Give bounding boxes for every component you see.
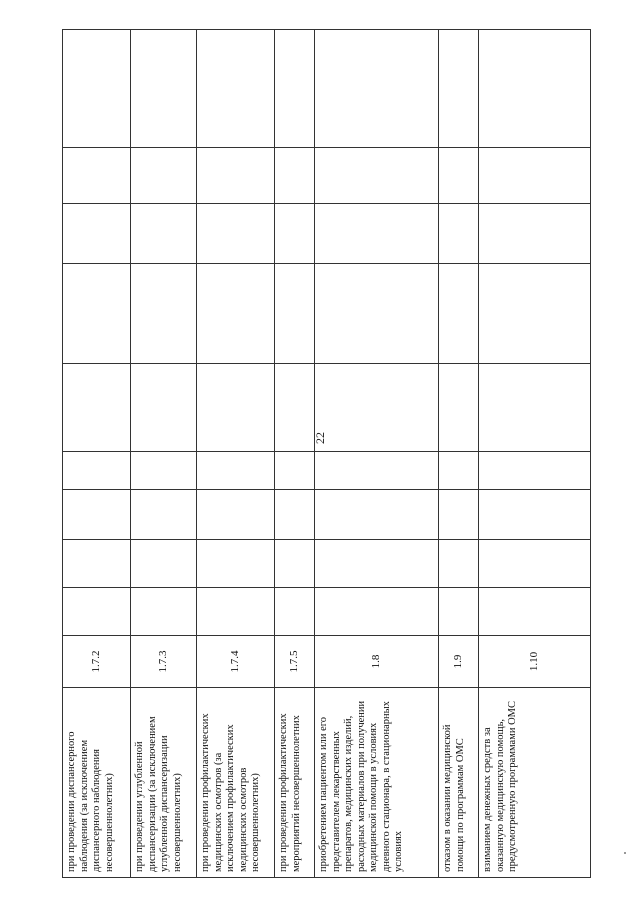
empty-cell xyxy=(63,490,131,540)
table-row xyxy=(63,30,131,878)
empty-cell xyxy=(439,540,479,588)
empty-cell xyxy=(439,148,479,204)
empty-cell xyxy=(275,204,315,264)
empty-cell xyxy=(63,540,131,588)
row-code: 1.7.4 xyxy=(197,636,275,688)
empty-cell xyxy=(479,452,591,490)
empty-cell xyxy=(131,264,197,364)
empty-cell xyxy=(131,588,197,636)
empty-cell xyxy=(275,490,315,540)
empty-cell xyxy=(315,30,439,148)
row-label: при проведении профилактических медицинских осмотров (за исключением профилактических медицинских осмотров несовершеннолетних) xyxy=(197,688,275,878)
empty-cell xyxy=(275,148,315,204)
empty-cell xyxy=(197,148,275,204)
row-label: при проведении углубленной диспансеризации (за исключением углубленной диспансеризации несовершеннолетних) xyxy=(131,688,197,878)
empty-cell xyxy=(275,452,315,490)
row-code: 1.7.2 xyxy=(63,636,131,688)
empty-cell xyxy=(315,148,439,204)
empty-cell xyxy=(479,490,591,540)
empty-cell xyxy=(275,588,315,636)
table-row xyxy=(479,30,591,878)
empty-cell xyxy=(315,204,439,264)
empty-cell xyxy=(63,204,131,264)
empty-cell xyxy=(131,490,197,540)
empty-cell xyxy=(197,364,275,452)
table-row xyxy=(197,30,275,878)
empty-cell xyxy=(315,452,439,490)
empty-cell xyxy=(479,540,591,588)
table-row xyxy=(439,30,479,878)
report-table xyxy=(62,30,590,878)
empty-cell xyxy=(479,148,591,204)
row-label: при проведении диспансерного наблюдения (за исключением диспансерного наблюдения несовершеннолетних) xyxy=(63,688,131,878)
empty-cell xyxy=(275,540,315,588)
empty-cell xyxy=(197,490,275,540)
empty-cell xyxy=(479,264,591,364)
empty-cell xyxy=(439,490,479,540)
empty-cell xyxy=(63,264,131,364)
row-code: 1.7.5 xyxy=(275,636,315,688)
empty-cell xyxy=(197,452,275,490)
empty-cell xyxy=(315,588,439,636)
empty-cell xyxy=(479,30,591,148)
empty-cell xyxy=(63,452,131,490)
empty-cell xyxy=(439,452,479,490)
empty-cell xyxy=(197,264,275,364)
row-label: приобретением пациентом или его представителем лекарственных препаратов, медицинских изделий, расходных материалов при получении медицинской помощи в условиях дневного стационара, в стационарных условиях xyxy=(315,688,439,878)
scan-speck xyxy=(624,852,626,854)
row-label: при проведении профилактических мероприятий несовершеннолетних xyxy=(275,688,315,878)
empty-cell xyxy=(439,264,479,364)
empty-cell xyxy=(439,204,479,264)
row-label: отказом в оказании медицинской помощи по программам ОМС xyxy=(439,688,479,878)
empty-cell xyxy=(479,204,591,264)
empty-cell xyxy=(63,364,131,452)
row-code: 1.8 xyxy=(315,636,439,688)
row-code: 1.9 xyxy=(439,636,479,688)
empty-cell xyxy=(131,452,197,490)
empty-cell xyxy=(63,148,131,204)
empty-cell xyxy=(479,588,591,636)
empty-cell xyxy=(197,588,275,636)
empty-cell xyxy=(131,540,197,588)
page-number: 22 xyxy=(313,432,327,444)
empty-cell xyxy=(315,264,439,364)
empty-cell xyxy=(131,148,197,204)
empty-cell xyxy=(131,30,197,148)
empty-cell xyxy=(197,204,275,264)
empty-cell xyxy=(131,364,197,452)
empty-cell xyxy=(315,540,439,588)
empty-cell xyxy=(63,588,131,636)
empty-cell xyxy=(63,30,131,148)
row-label: взиманием денежных средств за оказанную медицинскую помощь, предусмотренную программами ОМС xyxy=(479,688,591,878)
empty-cell xyxy=(197,30,275,148)
empty-cell xyxy=(131,204,197,264)
empty-cell xyxy=(315,490,439,540)
table-row xyxy=(275,30,315,878)
row-code: 1.7.3 xyxy=(131,636,197,688)
empty-cell xyxy=(315,364,439,452)
empty-cell xyxy=(479,364,591,452)
table-row xyxy=(315,30,439,878)
empty-cell xyxy=(439,364,479,452)
table-row xyxy=(131,30,197,878)
empty-cell xyxy=(275,264,315,364)
empty-cell xyxy=(197,540,275,588)
empty-cell xyxy=(275,364,315,452)
row-code: 1.10 xyxy=(479,636,591,688)
empty-cell xyxy=(439,30,479,148)
empty-cell xyxy=(439,588,479,636)
empty-cell xyxy=(275,30,315,148)
